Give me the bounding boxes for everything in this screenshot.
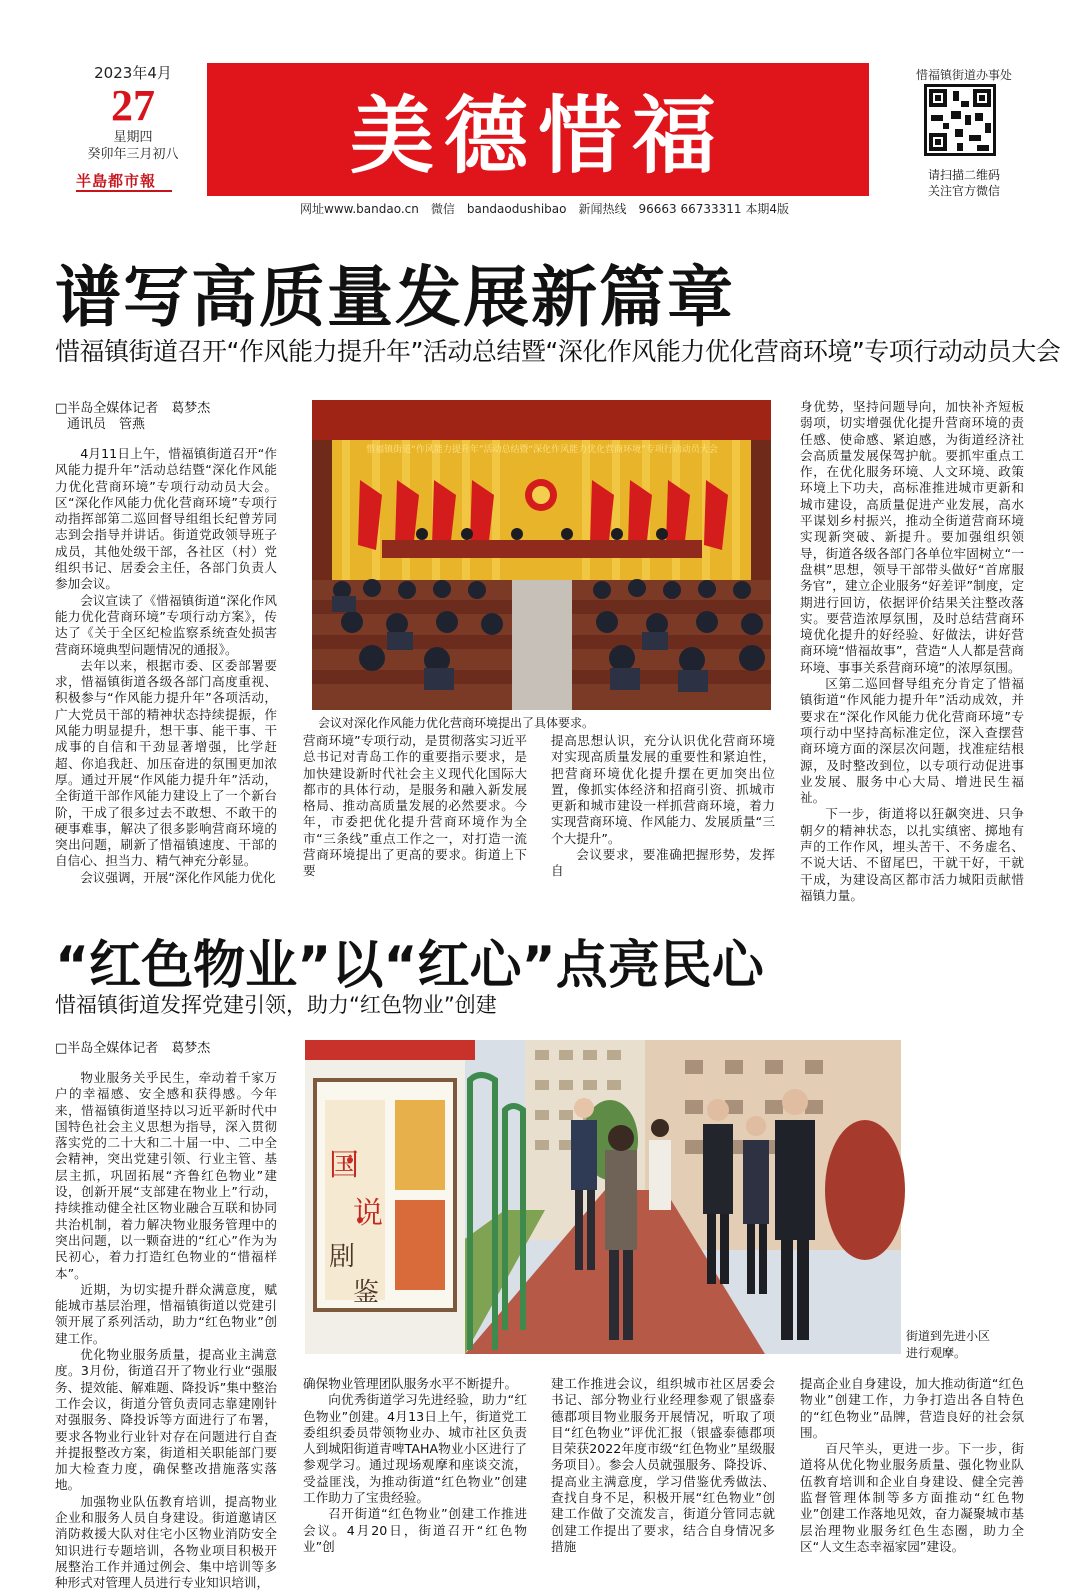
paragraph: 近期，为切实提升群众满意度，赋能城市基层治理，惜福镇街道以党建引领开展了系列活动，助力“红色物业”创建工作。 [55, 1281, 277, 1346]
article1-column-3 [551, 733, 775, 878]
paragraph: 加强物业队伍教育培训，提高物业企业和服务人员自身建设。街道邀请区消防救援大队对住宅小区物业消防安全知识进行专题培训，各物业项目积极开展整治工作并通过例会、集中培训等多种形式对管理人员进行专业知识培训， [55, 1493, 277, 1591]
paragraph: 召开街道“红色物业”创建工作推进会议。4月20日，街道召开“红色物业”创 [303, 1506, 527, 1554]
paragraph: 区第二巡回督导组充分肯定了惜福镇街道“作风能力提升年”活动成效，并要求在“深化作风能力优化营商环境”专项行动中坚持高标准定位，深入查摆营商环境方面的深层次问题，找准症结根源，及时整改到位，以专项行动促进事业发展、服务中心大局、增进民生福祉。 [800, 676, 1024, 806]
property-photo-caption-2: 进行观摩。 [906, 1346, 967, 1360]
article2-column-3 [551, 1376, 775, 1554]
masthead-banner [207, 63, 869, 196]
property-visit-photo [305, 1040, 901, 1354]
paragraph: 建工作推进会议，组织城市社区居委会书记、部分物业行业经理参观了银盛泰德郡项目物业服务开展情况，听取了项目“红色物业”评优汇报（银盛泰德郡项目荣获2022年度市级“红色物业”星级服务项目）。参会人员就强服务、降投诉、提高业主满意度，学习借鉴优秀做法、查找自身不足，积极开展“红色物业”创建工作做了交流发言，街道分管同志就创建工作提出了要求，结合自身情况多措施 [551, 1376, 775, 1554]
article2-headline: “红色物业”以“红心”点亮民心 [55, 936, 764, 996]
property-photo-caption-1: 街道到先进小区 [906, 1329, 991, 1343]
qr-caption-1: 请扫描二维码 [927, 168, 1000, 182]
board-sign-3: 剧 [329, 1242, 356, 1272]
paragraph: 优化物业服务质量，提高业主满意度。3月份，街道召开了物业行业“强服务、提效能、解难题、降投诉”集中整治工作会议，街道分管负责同志靠建刚针对强服务、降投诉等方面进行了布署，要求各物业行业针对存在问题进行自查并提报整改方案，街道相关职能部门要加大检查力度，确保整改措施落实落地。 [55, 1347, 277, 1493]
paragraph: 营商环境”专项行动，是贯彻落实习近平总书记对青岛工作的重要指示要求，是加快建设新时代社会主义现代化国际大都市的具体行动，是服务和融入新发展格局、推动高质量发展的必然要求。今年，市委把优化提升营商环境作为全市“三条线”重点工作之一，对打造一流营商环境提出了更高的要求。街道上下要 [303, 733, 527, 879]
paragraph: 会议要求，要准确把握形势，发挥自 [551, 847, 775, 879]
paragraph: 提高企业自身建设，加大推动街道“红色物业”创建工作，力争打造出各自特色的“红色物业”品牌，营造良好的社会氛围。 [800, 1376, 1024, 1440]
newspaper-logo: 半島都市報 [76, 170, 172, 192]
meeting-photo-caption: 会议对深化作风能力优化营商环境提出了具体要求。 [318, 716, 595, 730]
article1-subhead: 惜福镇街道召开“作风能力提升年”活动总结暨“深化作风能力优化营商环境”专项行动动员大会 [55, 337, 1061, 366]
board-sign-1: 国 [329, 1148, 359, 1183]
paragraph: 物业服务关乎民生，牵动着千家万户的幸福感、安全感和获得感。今年来，惜福镇街道坚持以习近平新时代中国特色社会主义思想为指导，深入贯彻落实党的二十大和二十届一中、二中全会精神，突出党建引领、行业主管、基层主抓，巩固拓展“齐鲁红色物业”建设，创新开展“支部建在物业上”行动，持续推动健全社区物业融合互联和协同共治机制，着力解决物业服务管理中的突出问题，以一颗奋进的“红心”作为为民初心，着力打造红色物业的“惜福样本”。 [55, 1070, 277, 1281]
board-sign-4: 鉴 [353, 1278, 380, 1308]
article1-column-1 [55, 446, 277, 885]
article2-column-1 [55, 1070, 277, 1591]
paragraph: 会议宣读了《惜福镇街道“深化作风能力优化营商环境”专项行动方案》，传达了《关于全区纪检监察系统查处损害营商环境典型问题情况的通报》。 [55, 592, 277, 657]
board-sign-2: 说 [353, 1196, 383, 1231]
article1-column-4 [800, 399, 1024, 903]
date-day: 27 [111, 81, 155, 130]
article1-column-2 [303, 733, 527, 878]
article2-column-4 [800, 1376, 1024, 1554]
article2-byline: □半岛全媒体记者 葛梦杰 [55, 1041, 211, 1056]
meeting-photo [312, 400, 771, 710]
meeting-banner-text: 惜福镇街道“作风能力提升年”活动总结暨“深化作风能力优化营商环境”专项行动动员大会 [366, 445, 718, 455]
date-weekday: 星期四 [113, 130, 153, 145]
article1-headline: 谱写高质量发展新篇章 [55, 259, 735, 336]
paragraph: 向优秀街道学习先进经验，助力“红色物业”创建。4月13日上午，街道党工委组织委员带领物业办、城市社区负责人到城阳街道青啤TAHA物业小区进行了参观学习。通过现场观摩和座谈交流，受益匪浅，为推动街道“红色物业”创建工作助力了宝贵经验。 [303, 1392, 527, 1506]
date-year-month: 2023年4月 [94, 64, 172, 82]
info-bar: 网址www.bandao.cn 微信 bandaodushibao 新闻热线 96663 66733311 本期4版 [300, 202, 789, 216]
paragraph: 提高思想认识，充分认识优化营商环境对实现高质量发展的重要性和紧迫性，把营商环境优化提升摆在更加突出位置，像抓实体经济和招商引资、抓城市更新和城市建设一样抓营商环境，着力实现营商环境、作风能力、发展质量“三个大提升”。 [551, 733, 775, 846]
article1-byline-1: □半岛全媒体记者 葛梦杰 [55, 401, 211, 416]
qr-label: 惜福镇街道办事处 [915, 68, 1012, 82]
paragraph: 身优势，坚持问题导向，加快补齐短板弱项，切实增强优化提升营商环境的责任感、使命感、紧迫感，为街道经济社会高质量发展保驾护航。要抓牢重点工作，在优化服务环境、人文环境、政策环境上下功夫，高标准推进城市更新和城市建设，高质量促进产业发展，高水平谋划乡村振兴，推动全街道营商环境实现新突破、新提升。要加强组织领导，街道各级各部门各单位牢固树立“一盘棋”思想，领导干部带头做好“首席服务官”，建立企业服务“好差评”制度，定期进行回访，依据评价结果关注整改落实。要营造浓厚氛围，及时总结营商环境优化提升的好经验、好做法，讲好营商环境“惜福故事”，营造“人人都是营商环境、事事关系营商环境”的浓厚氛围。 [800, 399, 1024, 675]
article2-column-2 [303, 1376, 527, 1554]
date-block [78, 62, 188, 163]
paragraph: 下一步，街道将以狂飙突进、只争朝夕的精神状态，以扎实缜密、掷地有声的工作作风，埋头苦干、不务虚名、不说大话、不留尾巴，干就干好，干就干成，为建设高区都市活力城阳贡献惜福镇力量。 [800, 806, 1024, 903]
qr-caption-2: 关注官方微信 [927, 184, 1000, 198]
paragraph: 去年以来，根据市委、区委部署要求，惜福镇街道各级各部门高度重视、积极参与“作风能力提升年”各项活动，广大党员干部的精神状态持续提振，作风能力明显提升，想干事、能干事、干成事的自信和干劲显著增强，比学赶超、你追我赶、加压奋进的氛围更加浓厚。通过开展“作风能力提升年”活动，全街道干部作风能力建设上了一个新台阶，干成了很多过去不敢想、不敢干的硬事难事，解决了很多影响营商环境的突出问题，刷新了惜福镇速度、干部的自信心、担当力、精气神充分彰显。 [55, 657, 277, 869]
paragraph: 确保物业管理团队服务水平不断提升。 [303, 1376, 518, 1391]
qr-code-icon[interactable] [924, 84, 996, 156]
paragraph: 会议强调，开展“深化作风能力优化 [80, 869, 276, 885]
paragraph: 4月11日上午，惜福镇街道召开“作风能力提升年”活动总结暨“深化作风能力优化营商环境”专项行动动员大会。区“深化作风能力优化营商环境”专项行动指挥部第二巡回督导组组长纪曾芳同志到会指导并讲话。街道党政领导班子成员，其他处级干部，各社区（村）党组织书记、居委会主任，各部门负责人参加会议。 [55, 446, 277, 592]
article2-subhead: 惜福镇街道发挥党建引领，助力“红色物业”创建 [55, 993, 497, 1017]
paragraph: 百尺竿头，更进一步。下一步，街道将从优化物业服务质量、强化物业队伍教育培训和企业自身建设、健全完善监督管理体制等多方面推动“红色物业”创建工作落地见效，奋力凝聚城市基层治理物业服务红色生态圈，助力全区“人文生态幸福家园”建设。 [800, 1441, 1024, 1554]
property-visit-illustration [305, 1040, 901, 1354]
masthead-title: 美德惜福 [349, 86, 726, 185]
date-lunar: 癸卯年三月初八 [87, 147, 179, 162]
article1-byline-2: 通讯员 管燕 [67, 417, 146, 432]
